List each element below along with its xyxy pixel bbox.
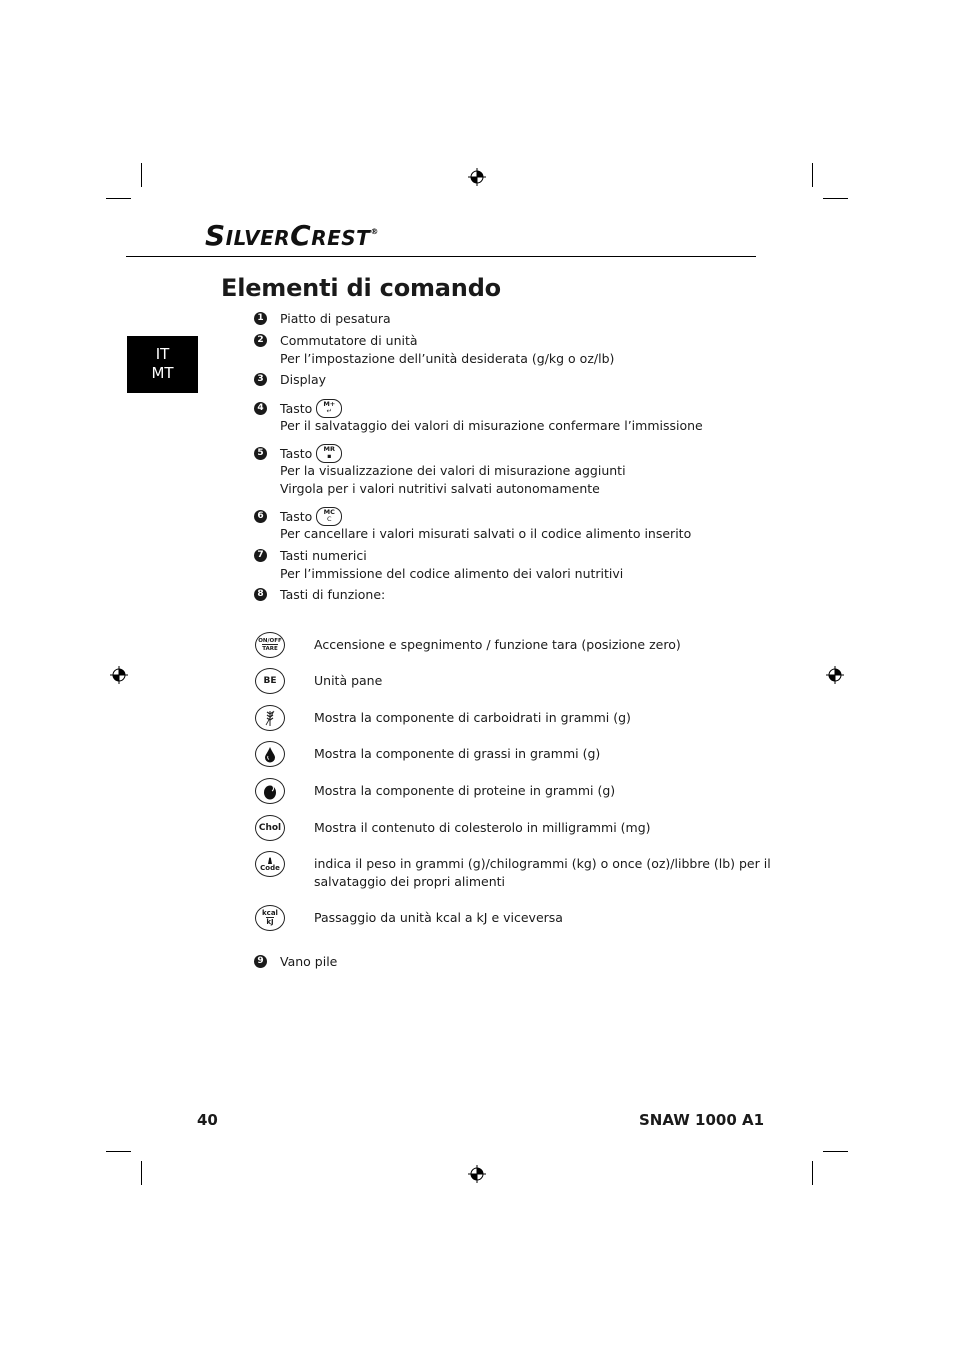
item-text: Per il salvataggio dei valori di misurazione confermare l’immissione — [280, 418, 703, 433]
icon-label: BE — [263, 675, 277, 686]
item-number: 2 — [254, 334, 267, 347]
registration-mark-icon — [826, 666, 844, 684]
item-text: Per l’impostazione dell’unità desiderata (g/kg o oz/lb) — [280, 351, 615, 366]
function-key-text: Mostra il contenuto di colesterolo in milligrammi (mg) — [314, 820, 651, 835]
crop-mark — [106, 198, 131, 199]
egg-glyph — [263, 783, 277, 800]
function-key-text: Passaggio da unità kcal a kJ e viceversa — [314, 910, 563, 925]
item-text: Vano pile — [280, 954, 338, 969]
key-top-label: MC — [323, 508, 335, 516]
m-plus-key-icon — [316, 399, 342, 418]
item-text: Per la visualizzazione dei valori di misurazione aggiunti — [280, 463, 626, 478]
be-icon — [255, 668, 285, 694]
wheat-icon — [255, 705, 285, 731]
key-bottom-label: C — [327, 515, 332, 523]
key-label: Tasto — [280, 401, 313, 416]
logo-letter: C — [290, 219, 312, 252]
registration-mark-icon — [468, 1165, 486, 1183]
item-text — [280, 400, 342, 419]
icon-label: kcal — [262, 909, 278, 918]
mr-key-icon — [316, 444, 342, 463]
icon-label: TARE — [262, 645, 278, 652]
item-text: Tasti di funzione: — [280, 587, 386, 602]
function-key-text: indica il peso in grammi (g)/chilogrammi (kg) o once (oz)/libbre (lb) per il — [314, 856, 771, 871]
logo-letter: S — [205, 219, 226, 252]
function-key-text: Mostra la componente di proteine in grammi (g) — [314, 783, 616, 798]
item-text: Per cancellare i valori misurati salvati o il codice alimento inserito — [280, 526, 692, 541]
registered-mark: ® — [370, 227, 379, 236]
brand-logo — [205, 219, 379, 252]
item-text — [280, 508, 342, 527]
item-text: Commutatore di unità — [280, 333, 418, 348]
item-number: 6 — [254, 510, 267, 523]
page-title: Elementi di comando — [221, 274, 501, 302]
mc-key-icon — [316, 507, 342, 526]
item-number: 1 — [254, 312, 267, 325]
icon-label: Code — [260, 864, 280, 872]
key-top-label: MR — [323, 445, 336, 453]
logo-letters: REST — [311, 226, 371, 250]
page-number: 40 — [197, 1111, 218, 1129]
drop-icon — [255, 741, 285, 767]
item-number: 8 — [254, 588, 267, 601]
crop-mark — [141, 163, 142, 187]
wheat-glyph — [263, 709, 277, 727]
key-top-label: M+ — [323, 400, 336, 408]
key-bottom-label: ▪ — [327, 452, 332, 460]
key-label: Tasto — [280, 509, 313, 524]
item-text — [280, 445, 342, 464]
language-code: MT — [151, 364, 174, 382]
registration-mark-icon — [468, 168, 486, 186]
crop-mark — [141, 1161, 142, 1185]
function-key-text: Mostra la componente di carboidrati in grammi (g) — [314, 710, 631, 725]
function-key-text: Accensione e spegnimento / funzione tara (posizione zero) — [314, 637, 681, 652]
item-number: 9 — [254, 955, 267, 968]
item-number: 5 — [254, 447, 267, 460]
header-rule — [126, 256, 756, 257]
item-text: Display — [280, 372, 327, 387]
kcal-kj-icon — [255, 905, 285, 931]
function-key-text: Mostra la componente di grassi in grammi (g) — [314, 746, 601, 761]
item-number: 3 — [254, 373, 267, 386]
code-icon — [255, 851, 285, 877]
function-key-text: Unità pane — [314, 673, 383, 688]
item-text: Tasti numerici — [280, 548, 367, 563]
icon-label: ON/OFF — [258, 638, 282, 645]
crop-mark — [823, 1151, 848, 1152]
chol-icon — [255, 815, 285, 841]
egg-icon — [255, 778, 285, 804]
crop-mark — [812, 163, 813, 187]
function-key-text: salvataggio dei propri alimenti — [314, 874, 506, 889]
registration-mark-icon — [110, 666, 128, 684]
onoff-tare-icon — [255, 632, 285, 658]
key-label: Tasto — [280, 446, 313, 461]
model-name: SNAW 1000 A1 — [639, 1111, 765, 1129]
drop-glyph — [264, 746, 276, 763]
icon-label: Chol — [258, 822, 282, 833]
key-bottom-label: ↵ — [326, 407, 333, 415]
crop-mark — [823, 198, 848, 199]
crop-mark — [812, 1161, 813, 1185]
item-text: Per l’immissione del codice alimento dei valori nutritivi — [280, 566, 624, 581]
item-number: 7 — [254, 549, 267, 562]
crop-mark — [106, 1151, 131, 1152]
item-text: Virgola per i valori nutritivi salvati autonomamente — [280, 481, 600, 496]
logo-letters: ILVER — [225, 226, 291, 250]
language-tab — [127, 336, 198, 393]
language-code: IT — [155, 345, 170, 363]
item-number: 4 — [254, 402, 267, 415]
item-text: Piatto di pesatura — [280, 311, 391, 326]
icon-label: kJ — [266, 917, 274, 926]
